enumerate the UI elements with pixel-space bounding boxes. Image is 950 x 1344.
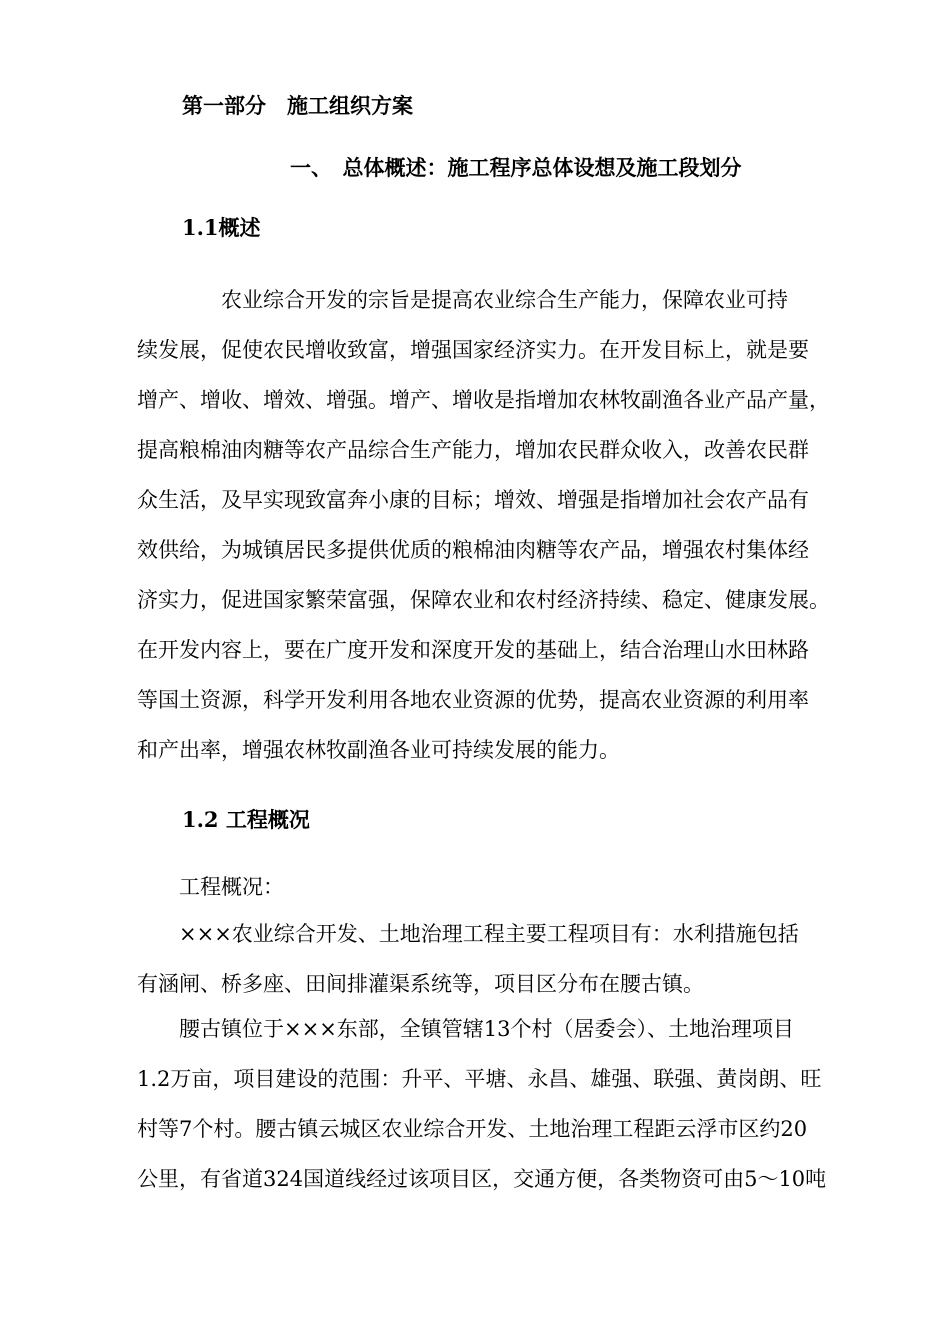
text-line: 增产、增收、增效、增强。增产、增收是指增加农林牧副渔各业产品产量， (137, 388, 830, 412)
subsection-heading-1-1: 1.1概述 (182, 215, 261, 240)
text-line: 村等7个村。腰古镇云城区农业综合开发、土地治理工程距云浮市区约20 (137, 1117, 808, 1141)
text-line: 提高粮棉油肉糖等农产品综合生产能力，增加农民群众收入，改善农民群 (137, 438, 809, 462)
part-heading: 第一部分 施工组织方案 (182, 93, 413, 118)
text-line: 等国土资源，科学开发利用各地农业资源的优势，提高农业资源的利用率 (137, 688, 809, 712)
text-line: 众生活，及早实现致富奔小康的目标；增效、增强是指增加社会农产品有 (137, 488, 809, 512)
text-line: ×××农业综合开发、土地治理工程主要工程项目有：水利措施包括 (137, 922, 799, 946)
project-items-paragraph (137, 909, 877, 1009)
overview-paragraph (137, 275, 877, 775)
text-line: 公里，有省道324国道线经过该项目区，交通方便，各类物资可由5～10吨 (137, 1167, 827, 1191)
text-line: 农业综合开发的宗旨是提高农业综合生产能力，保障农业可持 (137, 288, 788, 312)
text-line: 有涵闸、桥多座、田间排灌渠系统等，项目区分布在腰古镇。 (137, 972, 704, 996)
project-overview-label (137, 862, 877, 912)
section-heading: 一、 总体概述：施工程序总体设想及施工段划分 (290, 155, 742, 180)
text-line: 续发展，促使农民增收致富，增强国家经济实力。在开发目标上，就是要 (137, 338, 809, 362)
town-description-paragraph (137, 1004, 877, 1204)
text-line: 腰古镇位于×××东部，全镇管辖13个村（居委会）、土地治理项目 (137, 1017, 795, 1041)
text-line: 济实力，促进国家繁荣富强，保障农业和农村经济持续、稳定、健康发展。 (137, 588, 830, 612)
text-line: 1.2万亩，项目建设的范围：升平、平塘、永昌、雄强、联强、黄岗朗、旺 (137, 1067, 822, 1091)
subsection-heading-1-2: 1.2 工程概况 (182, 807, 310, 832)
text-line: 和产出率，增强农林牧副渔各业可持续发展的能力。 (137, 738, 620, 762)
text-line: 效供给，为城镇居民多提供优质的粮棉油肉糖等农产品，增强农村集体经 (137, 538, 809, 562)
text-line: 工程概况： (137, 875, 284, 899)
text-line: 在开发内容上，要在广度开发和深度开发的基础上，结合治理山水田林路 (137, 638, 809, 662)
